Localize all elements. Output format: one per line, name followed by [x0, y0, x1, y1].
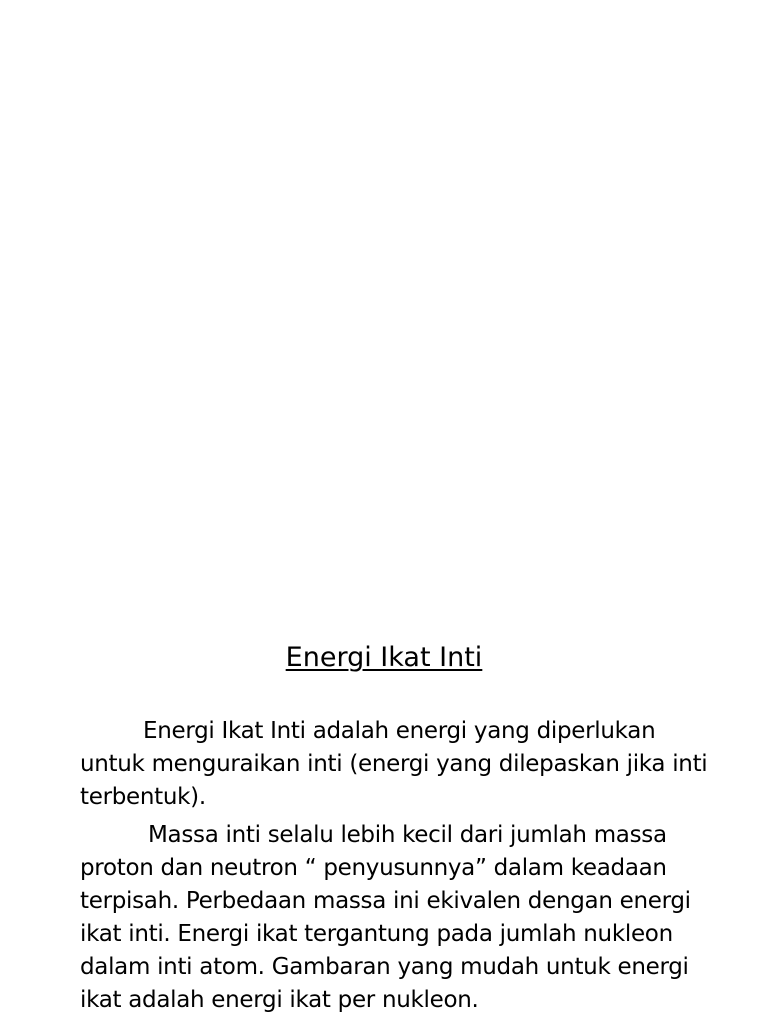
- paragraph-definition: Energi Ikat Inti adalah energi yang diperlukan untuk menguraikan inti (energi yang dilepaskan jika inti terbentuk).: [80, 718, 708, 810]
- paragraph-mass-defect: Massa inti selalu lebih kecil dari jumlah massa proton dan neutron “ penyusunnya” dalam keadaan terpisah. Perbedaan massa ini ekivalen dengan energi ikat inti. Energi ikat tergantung pada jumlah nukleon dalam inti atom. Gambaran yang mudah untuk energi ikat adalah energi ikat per nukleon.: [80, 822, 691, 1013]
- page-title: Energi Ikat Inti: [285, 642, 483, 673]
- body-text: [80, 715, 720, 1022]
